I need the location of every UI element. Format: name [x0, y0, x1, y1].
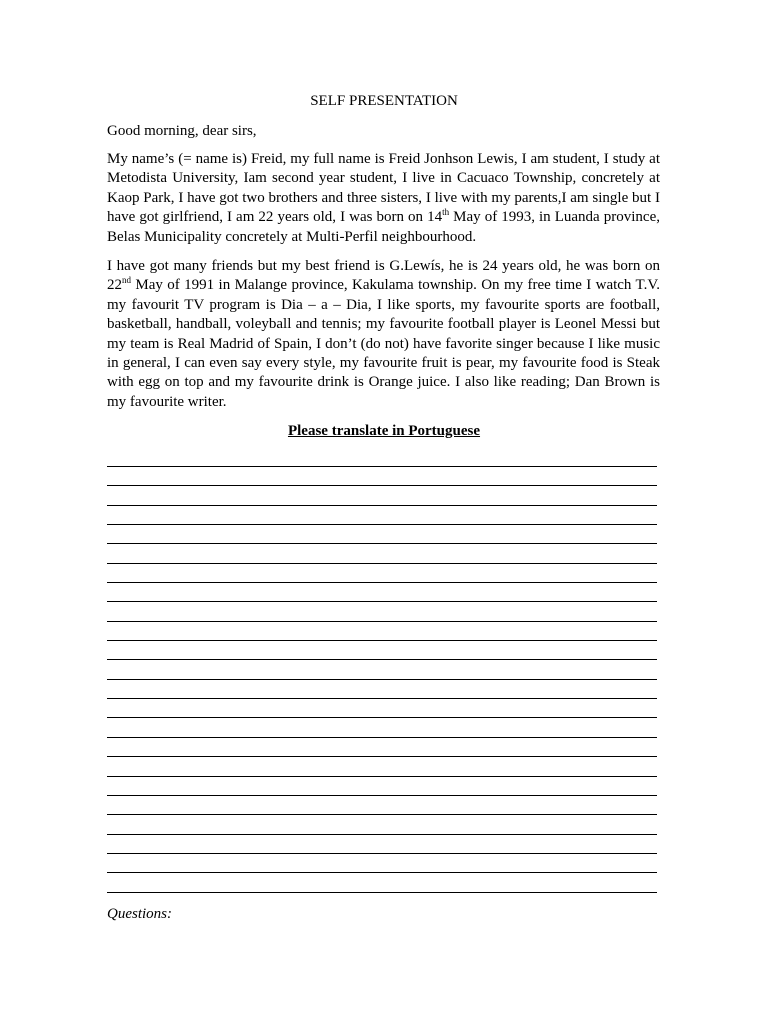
answer-line	[107, 872, 657, 891]
answer-line	[107, 814, 657, 833]
answer-line	[107, 853, 657, 872]
paragraph-friends-hobbies	[107, 257, 660, 412]
paragraph-text: I have got many friends but my best friend is G.Lewís, he is 24 years old, he was born on 22	[107, 258, 660, 294]
answer-line	[107, 679, 657, 698]
answer-line	[107, 737, 657, 756]
questions-label: Questions:	[107, 906, 172, 922]
answer-line	[107, 659, 657, 678]
paragraph-text: My name’s (= name is) Freid, my full name is Freid Jonhson Lewis, I am student, I study at Metodista University, Iam second year student, I live in Cacuaco Township, concretely at Kaop Park, I have got two brothers and three sisters, I live with my parents,I am single but I have got girlfriend, I am 22 years old, I was born on 14	[107, 151, 660, 226]
answer-line	[107, 505, 657, 524]
greeting: Good morning, dear sirs,	[107, 123, 257, 139]
answer-line	[107, 834, 657, 853]
paragraph-personal-info	[107, 150, 660, 247]
answer-line	[107, 621, 657, 640]
answer-line	[107, 640, 657, 659]
answer-line	[107, 795, 657, 814]
ordinal-suffix: th	[442, 207, 450, 218]
answer-line	[107, 524, 657, 543]
answer-lines	[107, 466, 657, 911]
translate-instruction: Please translate in Portuguese	[287, 423, 481, 439]
answer-line	[107, 717, 657, 736]
answer-line	[107, 776, 657, 795]
paragraph-text: May of 1991 in Malange province, Kakulama township. On my free time I watch T.V. my favourit TV program is Dia – a – Dia, I like sports, my favourite sports are football, basketball, handball, voleyball and tennis; my favourite football player is Leonel Messi but my team is Real Madrid of Spain, I don’t (do not) have favorite singer because I like music in general, I can even say every style, my favourite fruit is pear, my favourite food is Steak with egg on top and my favourite drink is Orange juice. I also like reading; Dan Brown is my favourite writer.	[107, 277, 660, 410]
ordinal-suffix: nd	[122, 275, 131, 286]
paragraph-text: May of 1993, in Luanda province, Belas Municipality concretely at Multi-Perfil neighbourhood.	[107, 209, 660, 245]
answer-line	[107, 756, 657, 775]
answer-line	[107, 601, 657, 620]
document-title: SELF PRESENTATION	[310, 93, 458, 109]
answer-line	[107, 485, 657, 504]
answer-line	[107, 563, 657, 582]
answer-line	[107, 698, 657, 717]
answer-line	[107, 892, 657, 911]
answer-line	[107, 582, 657, 601]
answer-line	[107, 466, 657, 485]
answer-line	[107, 543, 657, 562]
